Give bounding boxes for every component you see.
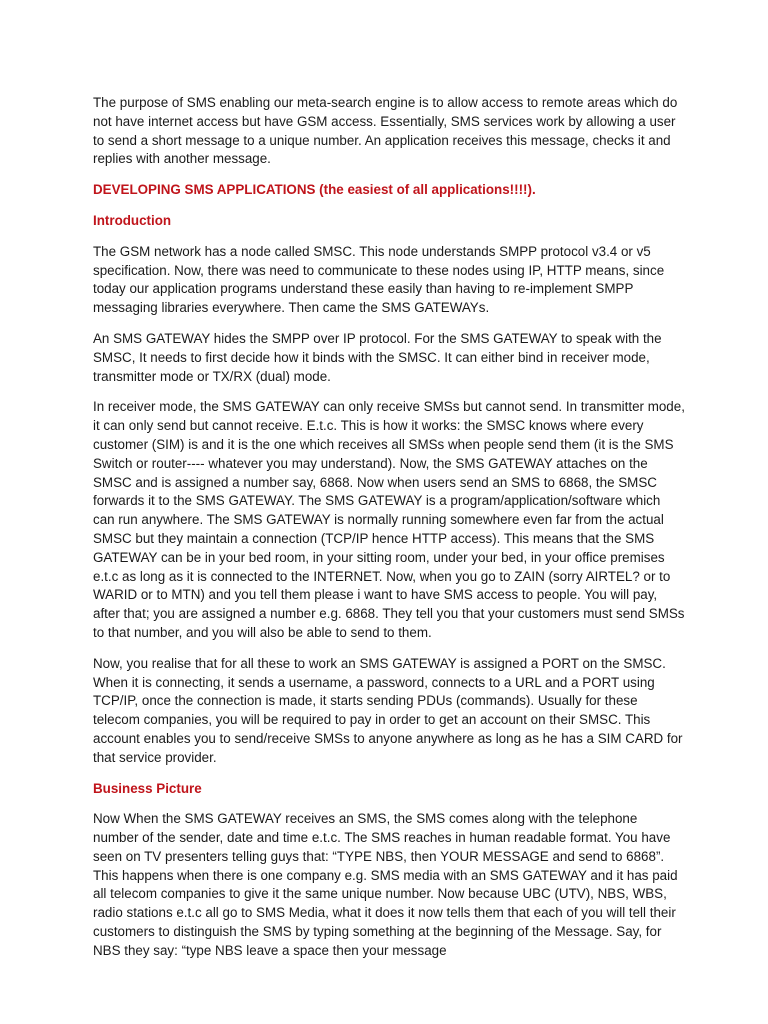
paragraph-receiver-mode: In receiver mode, the SMS GATEWAY can only receive SMSs but cannot send. In transmitter mode, it can only send but cannot receive. E.t.c. This is how it works: the SMSC knows where every customer (SIM) is and it is the one which receives all SMSs when people send them (it is the SMS Switch or router---- whatever you may understand). Now, the SMS GATEWAY attaches on the SMSC and is assigned a number say, 6868. Now when users send an SMS to 6868, the SMSC forwards it to the SMS GATEWAY. The SMS GATEWAY is a program/application/software which can run anywhere. The SMS GATEWAY is normally running somewhere even far from the actual SMSC but they maintain a connection (TCP/IP hence HTTP access). This means that the SMS GATEWAY can be in your bed room, in your sitting room, under your bed, in your office premises e.t.c as long as it is connected to the INTERNET. Now, when you go to ZAIN (sorry AIRTEL? or to WARID or to MTN) and you tell them please i want to have SMS access to people. You will pay, after that; you are assigned a number e.g. 6868. They tell you that your customers must send SMSs to that number, and you will also be able to send to them. <box>93 399 685 640</box>
document-page <box>93 94 685 973</box>
paragraph-gsm-network: The GSM network has a node called SMSC. This node understands SMPP protocol v3.4 or v5 specification. Now, there was need to communicate to these nodes using IP, HTTP means, since today our application programs understand these easily than having to re-implement SMPP messaging libraries everywhere. Then came the SMS GATEWAYs. <box>93 243 665 316</box>
paragraph-port: Now, you realise that for all these to work an SMS GATEWAY is assigned a PORT on the SMSC. When it is connecting, it sends a username, a password, connects to a URL and a PORT using TCP/IP, once the connection is made, it starts sending PDUs (commands). Usually for these telecom companies, you will be required to pay in order to get an account on their SMSC. This account enables you to send/receive SMSs to anyone anywhere as long as he has a SIM CARD for that service provider. <box>93 655 683 765</box>
paragraph-business: Now When the SMS GATEWAY receives an SMS, the SMS comes along with the telephone number of the sender, date and time e.t.c. The SMS reaches in human readable format. You have seen on TV presenters telling guys that: “TYPE NBS, then YOUR MESSAGE and send to 6868”. This happens when there is one company e.g. SMS media with an SMS GATEWAY and it has paid all telecom companies to give it the same unique number. Now because UBC (UTV), NBS, WBS, radio stations e.t.c all go to SMS Media, what it does it now tells them that each of you will tell their customers to distinguish the SMS by typing something at the beginning of the Message. Say, for NBS they say: “type NBS leave a space then your message <box>93 811 678 958</box>
paragraph-purpose: The purpose of SMS enabling our meta-search engine is to allow access to remote areas which do not have internet access but have GSM access. Essentially, SMS services work by allowing a user to send a short message to a unique number. An application receives this message, checks it and replies with another message. <box>93 95 678 167</box>
heading-business-picture: Business Picture <box>93 780 202 796</box>
heading-introduction: Introduction <box>93 212 172 228</box>
heading-developing-sms: DEVELOPING SMS APPLICATIONS (the easiest of all applications!!!!). <box>93 182 536 198</box>
paragraph-sms-gateway: An SMS GATEWAY hides the SMPP over IP protocol. For the SMS GATEWAY to speak with the SMSC, It needs to first decide how it binds with the SMSC. It can either bind in receiver mode, transmitter mode or TX/RX (dual) mode. <box>93 330 662 384</box>
